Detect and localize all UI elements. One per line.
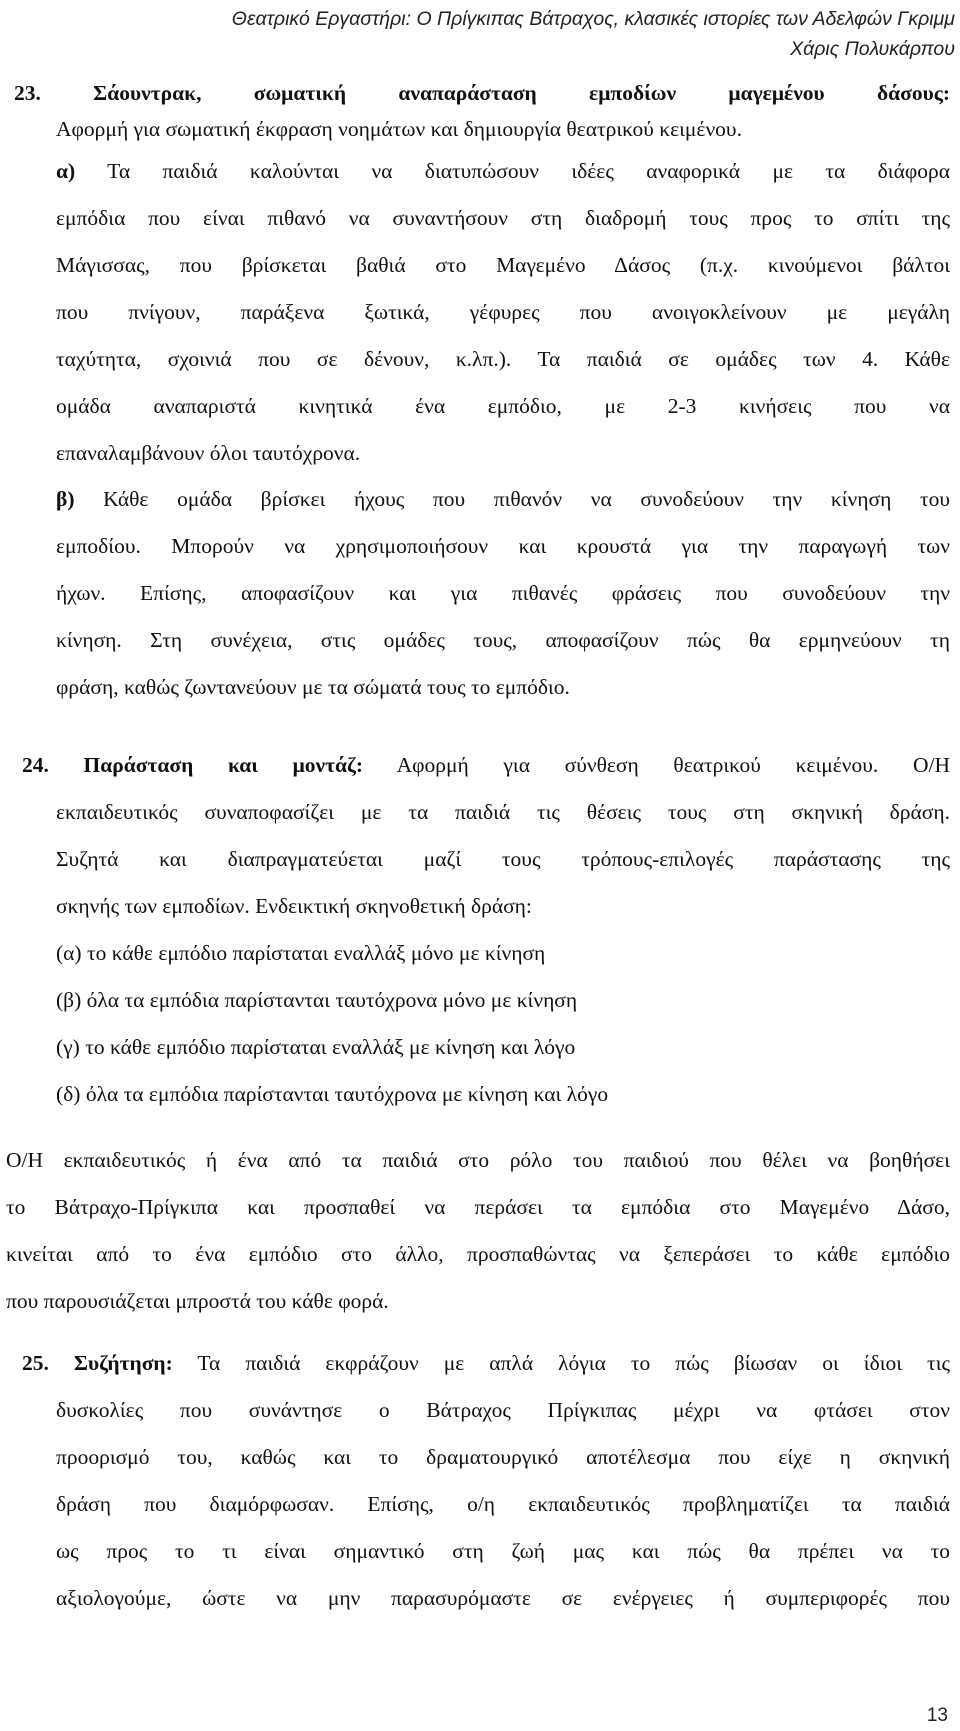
option-line: (β) όλα τα εμπόδια παρίστανται ταυτόχρονα μόνο με κίνηση: [56, 988, 578, 1012]
text-line: ήχων. Επίσης, αποφασίζουν και για πιθανές φράσεις που συνοδεύουν την: [56, 581, 950, 605]
item-24: [14, 742, 950, 789]
text-line: ομάδα αναπαριστά κινητικά ένα εμπόδιο, με 2-3 κινήσεις που να: [56, 394, 950, 418]
text-line: που παρουσιάζεται μπροστά του κάθε φορά.: [6, 1289, 389, 1313]
header-author: Χάρις Πολυκάρπου: [790, 38, 955, 60]
text-line: ταχύτητα, σχοινιά που σε δένουν, κ.λπ.). Τα παιδιά σε ομάδες των 4. Κάθε: [56, 347, 950, 371]
text-line: κίνηση. Στη συνέχεια, στις ομάδες τους, αποφασίζουν πώς θα ερμηνεύουν τη: [56, 628, 950, 652]
text-line: Τα παιδιά καλούνται να διατυπώσουν ιδέες αναφορικά με τα διάφορα: [107, 159, 950, 183]
item-intro: Αφορμή για σωματική έκφραση νοημάτων και δημιουργία θεατρικού κειμένου.: [56, 117, 742, 141]
text-line: ως προς το τι είναι σημαντικό στη ζωή μας και πώς θα πρέπει να το: [56, 1539, 950, 1563]
item-25: [14, 1340, 950, 1387]
text-line: δράση που διαμόρφωσαν. Επίσης, ο/η εκπαιδευτικός προβληματίζει τα παιδιά: [56, 1492, 950, 1516]
item-title: Παράσταση και μοντάζ:: [83, 753, 364, 777]
text-line: Τα παιδιά εκφράζουν με απλά λόγια το πώς βίωσαν οι ίδιοι τις: [197, 1351, 950, 1375]
text-line: το Βάτραχο-Πρίγκιπα και προσπαθεί να περάσει τα εμπόδια στο Μαγεμένο Δάσο,: [6, 1195, 950, 1219]
header-title: Θεατρικό Εργαστήρι: Ο Πρίγκιπας Βάτραχος, κλασικές ιστορίες των Αδελφών Γκριμμ: [231, 8, 955, 30]
option-line: (α) το κάθε εμπόδιο παρίσταται εναλλάξ μόνο με κίνηση: [56, 941, 546, 965]
part-a-label: α): [56, 159, 76, 183]
text-line: εκπαιδευτικός συναποφασίζει με τα παιδιά τις θέσεις τους στη σκηνική δράση.: [56, 800, 950, 824]
item-23-heading: [14, 72, 950, 114]
item-23-part-a: [56, 148, 950, 477]
text-line: Μάγισσας, που βρίσκεται βαθιά στο Μαγεμένο Δάσος (π.χ. κινούμενοι βάλτοι: [56, 253, 950, 277]
item-title: Σάουντρακ, σωματική αναπαράσταση εμποδίων μαγεμένου δάσους:: [93, 81, 950, 105]
text-line: επαναλαμβάνουν όλοι ταυτόχρονα.: [56, 441, 361, 465]
page-number: 13: [926, 1705, 948, 1726]
item-23-part-b: [56, 476, 950, 711]
text-line: Αφορμή για σύνθεση θεατρικού κειμένου. Ο/Η: [396, 753, 950, 777]
text-line: εμποδίου. Μπορούν να χρησιμοποιήσουν και κρουστά για την παραγωγή των: [56, 534, 950, 558]
running-header: [15, 4, 955, 64]
text-line: δυσκολίες που συνάντησε ο Βάτραχος Πρίγκιπας μέχρι να φτάσει στον: [56, 1398, 950, 1422]
item-25-body: [56, 1387, 950, 1622]
text-line: που πνίγουν, παράξενα ξωτικά, γέφυρες που ανοιγοκλείνουν με μεγάλη: [56, 300, 950, 324]
text-line: Ο/Η εκπαιδευτικός ή ένα από τα παιδιά στο ρόλο του παιδιού που θέλει να βοηθήσει: [6, 1148, 950, 1172]
item-24-body: [56, 789, 950, 1118]
item-title: Συζήτηση:: [73, 1351, 173, 1375]
item-number: 25.: [22, 1351, 49, 1375]
text-line: σκηνής των εμποδίων. Ενδεικτική σκηνοθετική δράση:: [56, 894, 532, 918]
text-line: Κάθε ομάδα βρίσκει ήχους που πιθανόν να συνοδεύουν την κίνηση του: [103, 487, 950, 511]
option-line: (γ) το κάθε εμπόδιο παρίσταται εναλλάξ με κίνηση και λόγο: [56, 1035, 576, 1059]
text-line: προορισμό του, καθώς και το δραματουργικό αποτέλεσμα που είχε η σκηνική: [56, 1445, 950, 1469]
text-line: Συζητά και διαπραγματεύεται μαζί τους τρόπους-επιλογές παράστασης της: [56, 847, 950, 871]
text-line: εμπόδια που είναι πιθανό να συναντήσουν στη διαδρομή τους προς το σπίτι της: [56, 206, 950, 230]
item-23-body: [56, 109, 950, 149]
text-line: φράση, καθώς ζωντανεύουν με τα σώματά τους το εμπόδιο.: [56, 675, 570, 699]
text-line: κινείται από το ένα εμπόδιο στο άλλο, προσπαθώντας να ξεπεράσει το κάθε εμπόδιο: [6, 1242, 950, 1266]
body-paragraph: [6, 1137, 950, 1325]
text-line: αξιολογούμε, ώστε να μην παρασυρόμαστε σε ενέργειες ή συμπεριφορές που: [56, 1586, 950, 1610]
item-number: 23.: [14, 81, 41, 105]
option-line: (δ) όλα τα εμπόδια παρίστανται ταυτόχρονα με κίνηση και λόγο: [56, 1082, 609, 1106]
item-number: 24.: [22, 753, 49, 777]
part-b-label: β): [56, 487, 75, 511]
